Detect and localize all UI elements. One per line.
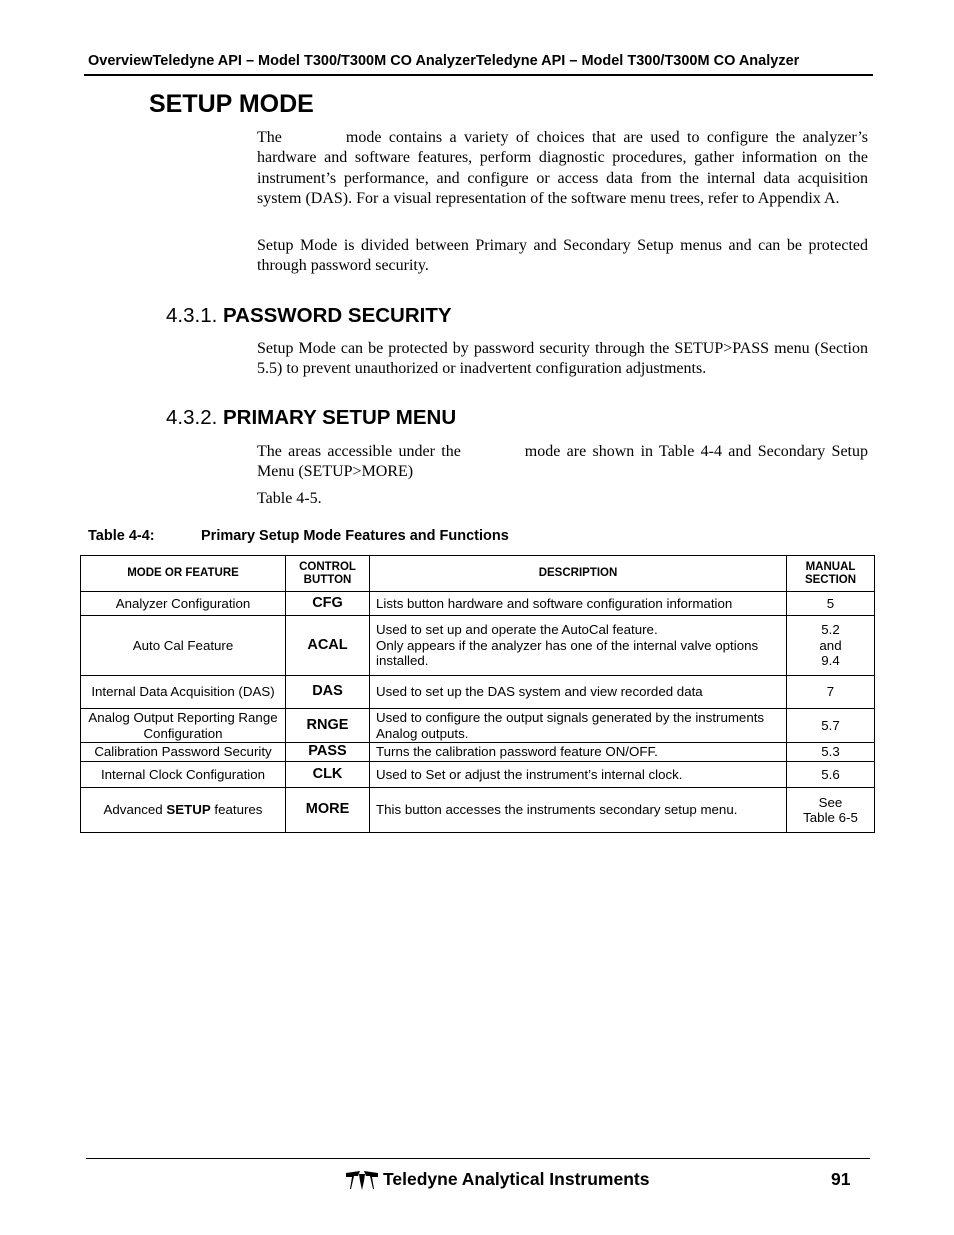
mode-cell: Internal Data Acquisition (DAS) (81, 676, 286, 709)
primary-section-title: PRIMARY SETUP MENU (223, 406, 457, 429)
section-cell: 5.2 and 9.4 (787, 616, 875, 676)
table-row (81, 592, 875, 616)
setup-divided-paragraph: Setup Mode is divided between Primary and Secondary Setup menus and can be protected through password security. (257, 237, 868, 275)
table-row (81, 743, 875, 762)
description-cell: Turns the calibration password feature ON/OFF. (370, 743, 787, 762)
description-cell: Used to configure the output signals generated by the instruments Analog outputs. (370, 709, 787, 743)
header-section: MANUAL SECTION (787, 556, 875, 592)
table-caption-title: Primary Setup Mode Features and Functions (201, 528, 509, 544)
footer-rule (86, 1158, 870, 1159)
mode-cell: Calibration Password Security (81, 743, 286, 762)
section-cell: 5.7 (787, 709, 875, 743)
intro-lead: The (257, 129, 282, 146)
running-header: OverviewTeledyne API – Model T300/T300M CO AnalyzerTeledyne API – Model T300/T300M CO Analyzer (88, 53, 800, 69)
description-cell: Used to Set or adjust the instrument’s internal clock. (370, 762, 787, 788)
header-mode: MODE OR FEATURE (81, 556, 286, 592)
mode-cell: Analog Output Reporting Range Configuration (81, 709, 286, 743)
button-cell: RNGE (286, 709, 370, 743)
section-cell: 5 (787, 592, 875, 616)
footer (345, 1169, 649, 1191)
description-cell: Lists button hardware and software configuration information (370, 592, 787, 616)
table-caption-number: Table 4-4: (88, 528, 155, 544)
mode-cell: Auto Cal Feature (81, 616, 286, 676)
mode-prefix: Advanced (103, 802, 167, 818)
header-rule (84, 74, 873, 76)
description-cell: Used to set up the DAS system and view recorded data (370, 676, 787, 709)
table-row (81, 616, 875, 676)
primary-paragraph-tail: Table 4-5. (257, 490, 322, 507)
button-cell: DAS (286, 676, 370, 709)
primary-paragraph (257, 442, 868, 483)
section-cell: See Table 6-5 (787, 788, 875, 833)
teledyne-logo-icon (345, 1169, 379, 1191)
section-title: SETUP MODE (149, 90, 314, 118)
mode-cell: Analyzer Configuration (81, 592, 286, 616)
password-security-heading (166, 304, 452, 328)
password-section-number: 4.3.1. (166, 304, 218, 327)
header-description: DESCRIPTION (370, 556, 787, 592)
primary-setup-table (80, 555, 875, 833)
intro-paragraph (257, 128, 868, 209)
button-cell: MORE (286, 788, 370, 833)
table-caption (88, 528, 509, 544)
primary-body-rest: mode are shown in Table 4-4 and Secondary Setup Menu (SETUP>MORE) (257, 443, 868, 481)
section-cell: 5.3 (787, 743, 875, 762)
button-cell: PASS (286, 743, 370, 762)
mode-bold: SETUP (166, 802, 211, 818)
table-row (81, 762, 875, 788)
primary-setup-heading (166, 406, 456, 430)
section-cell: 5.6 (787, 762, 875, 788)
table-row (81, 676, 875, 709)
button-cell: ACAL (286, 616, 370, 676)
mode-cell (81, 788, 286, 833)
section-cell: 7 (787, 676, 875, 709)
intro-rest: mode contains a variety of choices that are used to configure the analyzer’s hardware and software features, perform diagnostic procedures, gather information on the instrument’s performance, and configure or access data from the internal data acquisition system (DAS). For a visual representation of the software menu trees, refer to Appendix A. (257, 129, 868, 207)
description-cell: This button accesses the instruments secondary setup menu. (370, 788, 787, 833)
password-paragraph: Setup Mode can be protected by password security through the SETUP>PASS menu (Section 5.5) to prevent unauthorized or inadvertent configuration adjustments. (257, 340, 868, 378)
password-section-title: PASSWORD SECURITY (223, 304, 452, 327)
mode-suffix: features (210, 802, 263, 818)
footer-company: Teledyne Analytical Instruments (383, 1169, 650, 1189)
page-number: 91 (831, 1169, 851, 1189)
primary-body-lead: The areas accessible under the (257, 443, 461, 460)
button-cell: CLK (286, 762, 370, 788)
table-header-row (81, 556, 875, 592)
mode-cell: Internal Clock Configuration (81, 762, 286, 788)
header-button: CONTROL BUTTON (286, 556, 370, 592)
primary-section-number: 4.3.2. (166, 406, 218, 429)
button-cell: CFG (286, 592, 370, 616)
description-cell: Used to set up and operate the AutoCal feature. Only appears if the analyzer has one of the internal valve options installed. (370, 616, 787, 676)
table-row (81, 709, 875, 743)
table-row (81, 788, 875, 833)
